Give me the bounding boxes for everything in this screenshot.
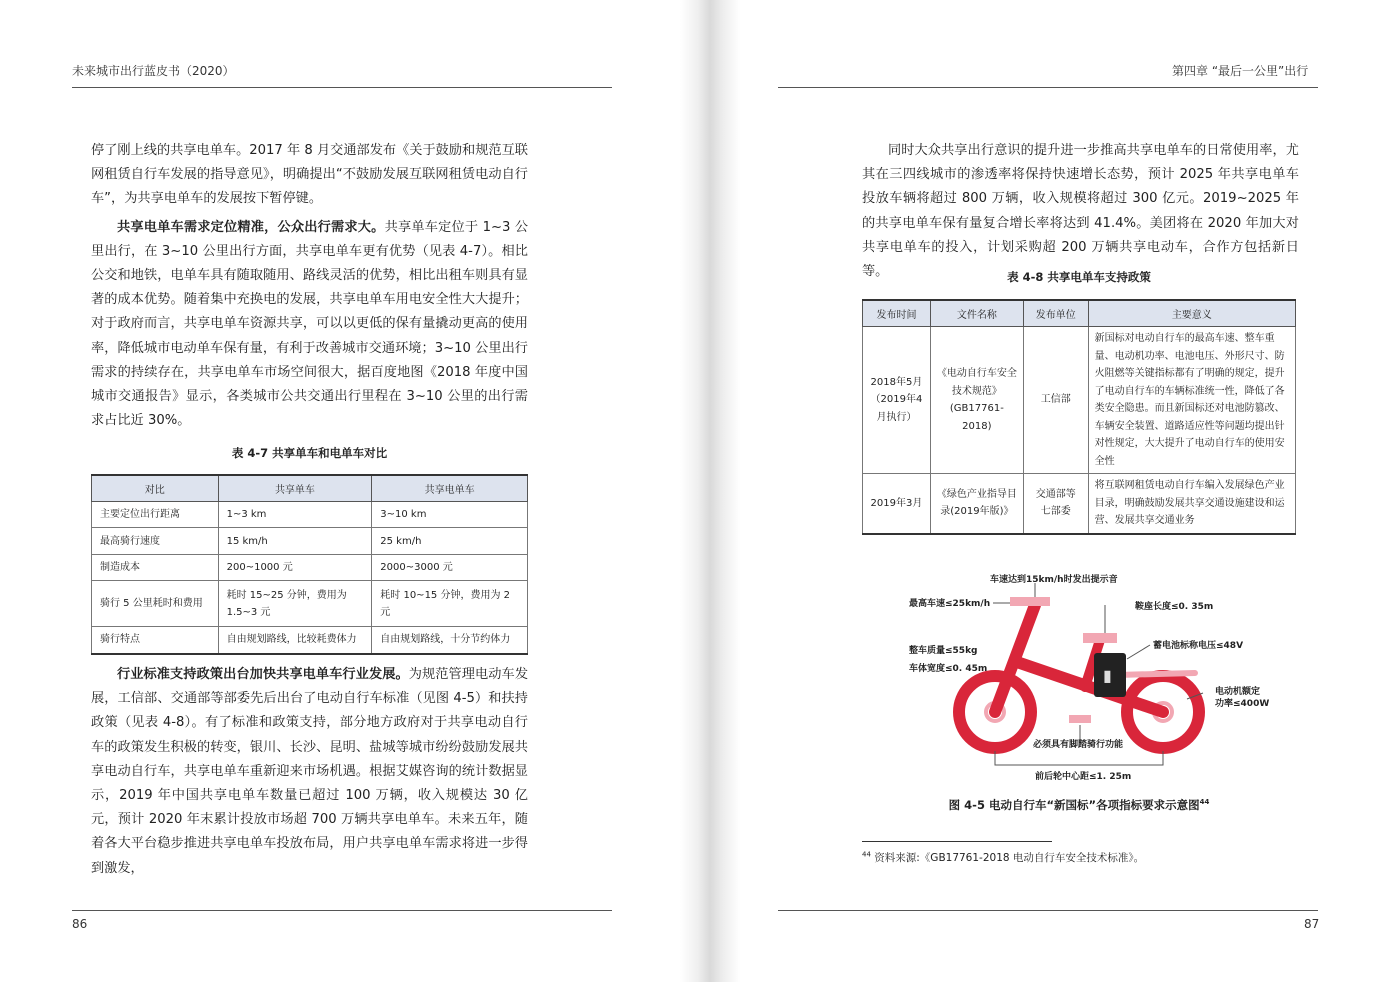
- table-header-cell: 主要意义: [1088, 300, 1295, 327]
- paragraph-lead: 行业标准支持政策出台加快共享电单车行业发展。: [117, 667, 409, 682]
- footnote-rule: [862, 841, 1052, 842]
- table-row: [92, 581, 528, 627]
- label-max-speed: 最高车速≤25km/h: [909, 599, 991, 609]
- header-rule-left: [72, 87, 612, 88]
- bike-illustration: [959, 597, 1199, 748]
- table-cell-org: 交通部等七部委: [1023, 474, 1088, 534]
- table-header-cell: 发布时间: [863, 300, 931, 327]
- wheelbase-dimension: [995, 751, 1163, 765]
- table-cell: 主要定位出行距离: [92, 502, 219, 528]
- left-text-block-1: [91, 139, 528, 433]
- table-row: [92, 555, 528, 581]
- e-bike-standards-figure: [895, 565, 1275, 785]
- rear-rack: [1117, 673, 1195, 675]
- table-header-cell: 发布单位: [1023, 300, 1088, 327]
- leader-line: [1127, 645, 1150, 659]
- book-gutter: [680, 0, 740, 982]
- table-cell: 15 km/h: [218, 528, 372, 555]
- table-cell-time: 2019年3月: [863, 474, 931, 534]
- battery-icon: ▮: [1103, 666, 1112, 685]
- table-cell: 最高骑行速度: [92, 528, 219, 555]
- table-cell: 自由规划路线，十分节约体力: [372, 627, 528, 654]
- table-cell: 1~3 km: [218, 502, 372, 528]
- left-text-block-2: [91, 663, 528, 881]
- table-header-cell: 文件名称: [930, 300, 1023, 327]
- table-cell: 制造成本: [92, 555, 219, 581]
- label-pedal: 必须具有脚踏骑行功能: [1033, 740, 1124, 750]
- table-row: [863, 327, 1296, 474]
- right-text-block: [862, 139, 1299, 284]
- footnote: [862, 850, 1144, 865]
- running-head-right: 第四章 “最后一公里”出行: [1172, 64, 1309, 78]
- paragraph-standards: [91, 663, 528, 881]
- label-weight: 整车质量≤55kg: [909, 646, 978, 656]
- figure-caption-text: 图 4-5 电动自行车“新国标”各项指标要求示意图: [948, 798, 1200, 812]
- header-rule-right: [778, 87, 1318, 88]
- table-cell-meaning: 新国标对电动自行车的最高车速、整车重量、电动机功率、电池电压、外形尺寸、防火阻燃等关键指标都有了明确的规定，提升了电动自行车的车辆标准统一性，降低了各类安全隐患。而且新国标还对电池防篡改、车辆安全装置、道路适应性等问题均提出针对性规定，大大提升了电动自行车的使用安全性: [1088, 327, 1295, 474]
- label-wheelbase: 前后轮中心距≤1. 25m: [1035, 772, 1132, 782]
- table-row: [92, 502, 528, 528]
- table-cell: 25 km/h: [372, 528, 528, 555]
- saddle: [1083, 633, 1117, 643]
- footnote-marker: 44: [862, 850, 871, 859]
- label-saddle-length: 鞍座长度≤0. 35m: [1135, 602, 1214, 612]
- table-cell: 自由规划路线，比较耗费体力: [218, 627, 372, 654]
- label-motor-line1: 电动机额定: [1215, 687, 1261, 697]
- figure-4-5-caption: [862, 797, 1296, 813]
- table-row: [92, 528, 528, 555]
- paragraph-lead: 共享电单车需求定位精准，公众出行需求大。: [117, 219, 385, 235]
- table-4-8-caption: 表 4-8 共享电单车支持政策: [1007, 270, 1151, 284]
- paragraph-body: 为规范管理电动车发展，工信部、交通部等部委先后出台了电动自行车标准（见图 4-5）和扶持政策（见表 4-8）。有了标准和政策支持，部分地方政府对于共享电动自行车的政策发生积极的转变，银川、长沙、昆明、盐城等城市纷纷鼓励发展共享电动自行车，共享电单车重新迎来市场机遇。根据艾媒咨询的统计数据显示，2019 年中国共享电单车数量已超过 100 万辆，收入规模达 30 亿元，预计 2020 年末累计投放市场超 700 万辆共享电单车。未来五年，随着各大平台稳步推进共享电单车投放布局，用户共享电单车需求将进一步得到激发，: [91, 667, 529, 876]
- handlebar: [1010, 597, 1050, 606]
- paragraph-body: 共享单车定位于 1~3 公里出行，在 3~10 公里出行方面，共享电单车更有优势（见表 4-7）。相比公交和地铁，电单车具有随取随用、路线灵活的优势，相比出租车则具有显著的成本优势。随着集中充换电的发展，共享电单车用电安全性大大提升；对于政府而言，共享电单车资源共享，可以以更低的保有量撬动更高的使用率，降低城市电动单车保有量，有利于改善城市交通环境；3~10 公里出行需求的持续存在，共享电单车市场空间很大，据百度地图《2018 年度中国城市交通报告》显示，各类城市公共交通出行里程在 3~10 公里的出行需求占比近 30%。: [91, 219, 529, 429]
- table-header-row: [92, 475, 528, 502]
- table-4-7: [91, 474, 528, 655]
- footer-rule-right: [778, 910, 1318, 911]
- footnote-text: 资料来源:《GB17761-2018 电动自行车安全技术标准》。: [874, 852, 1145, 864]
- table-header-row: [863, 300, 1296, 327]
- table-cell: 耗时 10~15 分钟，费用为 2 元: [372, 581, 528, 627]
- paragraph-continued: 停了刚上线的共享电单车。2017 年 8 月交通部发布《关于鼓励和规范互联网租赁自行车发展的指导意见》，明确提出“不鼓励发展互联网租赁电动自行车”，为共享电单车的发展按下暂停键。: [91, 143, 528, 207]
- footer-rule-left: [72, 910, 612, 911]
- paragraph-demand: [91, 216, 528, 434]
- table-cell-doc: 《绿色产业指导目录(2019年版)》: [930, 474, 1023, 534]
- table-cell: 骑行特点: [92, 627, 219, 654]
- table-header-cell: 对比: [92, 475, 219, 502]
- page-number-right: 87: [1304, 917, 1320, 931]
- footnote-reference: 44: [1199, 798, 1210, 807]
- table-cell-org: 工信部: [1023, 327, 1088, 474]
- table-cell: 3~10 km: [372, 502, 528, 528]
- table-4-7-caption: 表 4-7 共享单车和电单车对比: [231, 446, 388, 460]
- label-width: 车体宽度≤0. 45m: [909, 664, 988, 674]
- table-header-cell: 共享电单车: [372, 475, 528, 502]
- table-cell: 耗时 15~25 分钟，费用为 1.5~3 元: [218, 581, 372, 627]
- paragraph-outlook: 同时大众共享出行意识的提升进一步推高共享电单车的日常使用率，尤其在三四线城市的渗透率将保持快速增长态势，预计 2025 年共享电单车投放车辆将超过 800 万辆，收入规模将超过 300 亿元。2019~2025 年的共享电单车保有量复合增长率将达到 41.4%。美团将在 2020 年加大对共享电单车的投入，计划采购超 200 万辆共享电动车，合作方包括新日等。: [862, 143, 1299, 280]
- table-cell-meaning: 将互联网租赁电动自行车编入发展绿色产业目录，明确鼓励发展共享交通设施建设和运营、发展共享交通业务: [1088, 474, 1295, 534]
- label-battery-voltage: 蓄电池标称电压≤48V: [1153, 641, 1244, 651]
- table-header-cell: 共享单车: [218, 475, 372, 502]
- table-cell-doc: 《电动自行车安全技术规范》(GB17761-2018): [930, 327, 1023, 474]
- label-motor-line2: 功率≤400W: [1215, 699, 1270, 709]
- table-row: [863, 474, 1296, 534]
- running-head-left: 未来城市出行蓝皮书（2020）: [72, 64, 235, 78]
- pedal: [1069, 715, 1091, 723]
- page-number-left: 86: [72, 917, 88, 931]
- table-cell: 200~1000 元: [218, 555, 372, 581]
- table-cell: 骑行 5 公里耗时和费用: [92, 581, 219, 627]
- table-cell: 2000~3000 元: [372, 555, 528, 581]
- table-row: [92, 627, 528, 654]
- table-cell-time: 2018年5月 （2019年4月执行）: [863, 327, 931, 474]
- label-speed-alert: 车速达到15km/h时发出提示音: [990, 575, 1118, 585]
- table-4-8: [862, 299, 1296, 535]
